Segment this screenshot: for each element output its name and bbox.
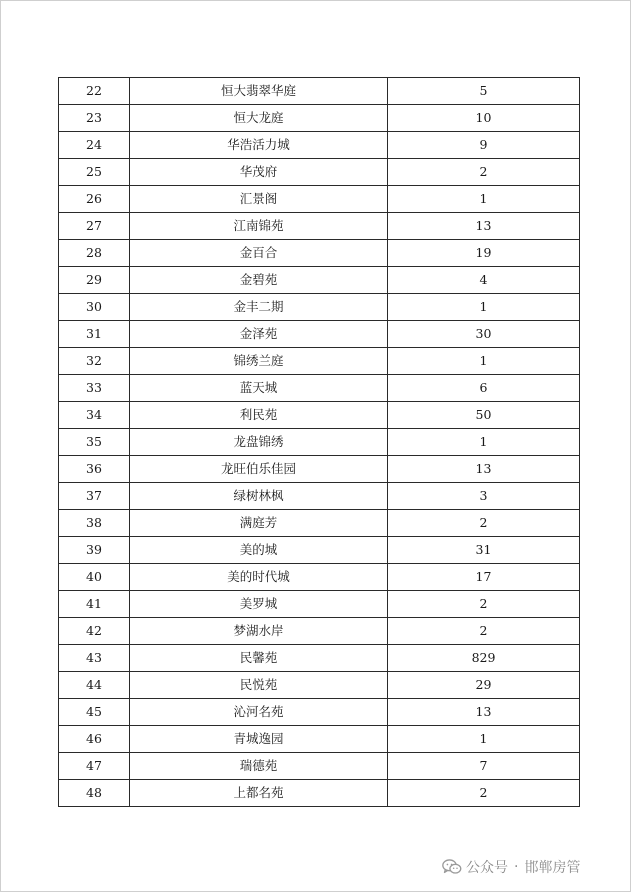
table-row — [59, 537, 580, 564]
community-name: 金百合 — [130, 240, 388, 267]
row-number: 38 — [59, 510, 130, 537]
row-number: 40 — [59, 564, 130, 591]
housing-table — [58, 77, 580, 807]
row-count: 1 — [388, 186, 580, 213]
community-name: 金碧苑 — [130, 267, 388, 294]
row-count: 9 — [388, 132, 580, 159]
row-number: 37 — [59, 483, 130, 510]
row-count: 2 — [388, 510, 580, 537]
row-number: 28 — [59, 240, 130, 267]
table-row — [59, 726, 580, 753]
table-row — [59, 213, 580, 240]
table-row — [59, 699, 580, 726]
wechat-watermark — [442, 856, 580, 878]
wechat-icon — [442, 858, 462, 876]
community-name: 金泽苑 — [130, 321, 388, 348]
table-row — [59, 753, 580, 780]
community-name: 满庭芳 — [130, 510, 388, 537]
table-row — [59, 672, 580, 699]
table-row — [59, 591, 580, 618]
row-count: 2 — [388, 618, 580, 645]
row-number: 41 — [59, 591, 130, 618]
table-row — [59, 105, 580, 132]
row-count: 7 — [388, 753, 580, 780]
row-number: 33 — [59, 375, 130, 402]
row-count: 17 — [388, 564, 580, 591]
row-number: 46 — [59, 726, 130, 753]
table-row — [59, 159, 580, 186]
row-count: 29 — [388, 672, 580, 699]
row-count: 13 — [388, 456, 580, 483]
row-number: 24 — [59, 132, 130, 159]
row-count: 4 — [388, 267, 580, 294]
community-name: 汇景阁 — [130, 186, 388, 213]
table-row — [59, 186, 580, 213]
community-name: 龙盘锦绣 — [130, 429, 388, 456]
table-row — [59, 348, 580, 375]
row-number: 23 — [59, 105, 130, 132]
table-row — [59, 240, 580, 267]
table-row — [59, 564, 580, 591]
row-number: 42 — [59, 618, 130, 645]
row-number: 22 — [59, 78, 130, 105]
community-name: 瑞德苑 — [130, 753, 388, 780]
row-count: 5 — [388, 78, 580, 105]
watermark-label: 公众号 — [466, 860, 508, 876]
table-row — [59, 429, 580, 456]
row-count: 10 — [388, 105, 580, 132]
row-count: 30 — [388, 321, 580, 348]
row-count: 2 — [388, 780, 580, 807]
row-count: 19 — [388, 240, 580, 267]
row-number: 39 — [59, 537, 130, 564]
row-count: 1 — [388, 294, 580, 321]
watermark-separator: · — [514, 859, 519, 875]
table-row — [59, 780, 580, 807]
row-number: 47 — [59, 753, 130, 780]
community-name: 美罗城 — [130, 591, 388, 618]
community-name: 锦绣兰庭 — [130, 348, 388, 375]
community-name: 梦湖水岸 — [130, 618, 388, 645]
community-name: 江南锦苑 — [130, 213, 388, 240]
row-number: 31 — [59, 321, 130, 348]
row-number: 35 — [59, 429, 130, 456]
community-name: 民馨苑 — [130, 645, 388, 672]
row-number: 27 — [59, 213, 130, 240]
row-count: 13 — [388, 699, 580, 726]
table-row — [59, 483, 580, 510]
row-count: 2 — [388, 159, 580, 186]
row-number: 34 — [59, 402, 130, 429]
table-row — [59, 645, 580, 672]
table-row — [59, 78, 580, 105]
table-row — [59, 375, 580, 402]
row-count: 50 — [388, 402, 580, 429]
row-count: 829 — [388, 645, 580, 672]
row-number: 25 — [59, 159, 130, 186]
table-row — [59, 456, 580, 483]
table-row — [59, 402, 580, 429]
row-number: 45 — [59, 699, 130, 726]
community-name: 蓝天城 — [130, 375, 388, 402]
community-name: 民悦苑 — [130, 672, 388, 699]
row-number: 26 — [59, 186, 130, 213]
watermark-account: 邯郸房管 — [524, 860, 581, 876]
table-body — [59, 78, 580, 807]
community-name: 青城逸园 — [130, 726, 388, 753]
table-row — [59, 510, 580, 537]
row-count: 2 — [388, 591, 580, 618]
table-row — [59, 294, 580, 321]
row-number: 32 — [59, 348, 130, 375]
row-count: 31 — [388, 537, 580, 564]
community-name: 美的城 — [130, 537, 388, 564]
row-count: 1 — [388, 429, 580, 456]
row-count: 13 — [388, 213, 580, 240]
community-name: 恒大翡翠华庭 — [130, 78, 388, 105]
row-number: 29 — [59, 267, 130, 294]
row-number: 36 — [59, 456, 130, 483]
community-name: 利民苑 — [130, 402, 388, 429]
community-name: 恒大龙庭 — [130, 105, 388, 132]
community-name: 美的时代城 — [130, 564, 388, 591]
row-count: 3 — [388, 483, 580, 510]
community-name: 沁河名苑 — [130, 699, 388, 726]
community-name: 华茂府 — [130, 159, 388, 186]
row-number: 43 — [59, 645, 130, 672]
community-name: 上都名苑 — [130, 780, 388, 807]
table-row — [59, 618, 580, 645]
row-number: 48 — [59, 780, 130, 807]
table-row — [59, 267, 580, 294]
community-name: 龙旺伯乐佳园 — [130, 456, 388, 483]
row-number: 44 — [59, 672, 130, 699]
table-row — [59, 132, 580, 159]
community-name: 华浩活力城 — [130, 132, 388, 159]
row-count: 1 — [388, 726, 580, 753]
row-number: 30 — [59, 294, 130, 321]
community-name: 金丰二期 — [130, 294, 388, 321]
row-count: 1 — [388, 348, 580, 375]
table-row — [59, 321, 580, 348]
community-name: 绿树林枫 — [130, 483, 388, 510]
row-count: 6 — [388, 375, 580, 402]
